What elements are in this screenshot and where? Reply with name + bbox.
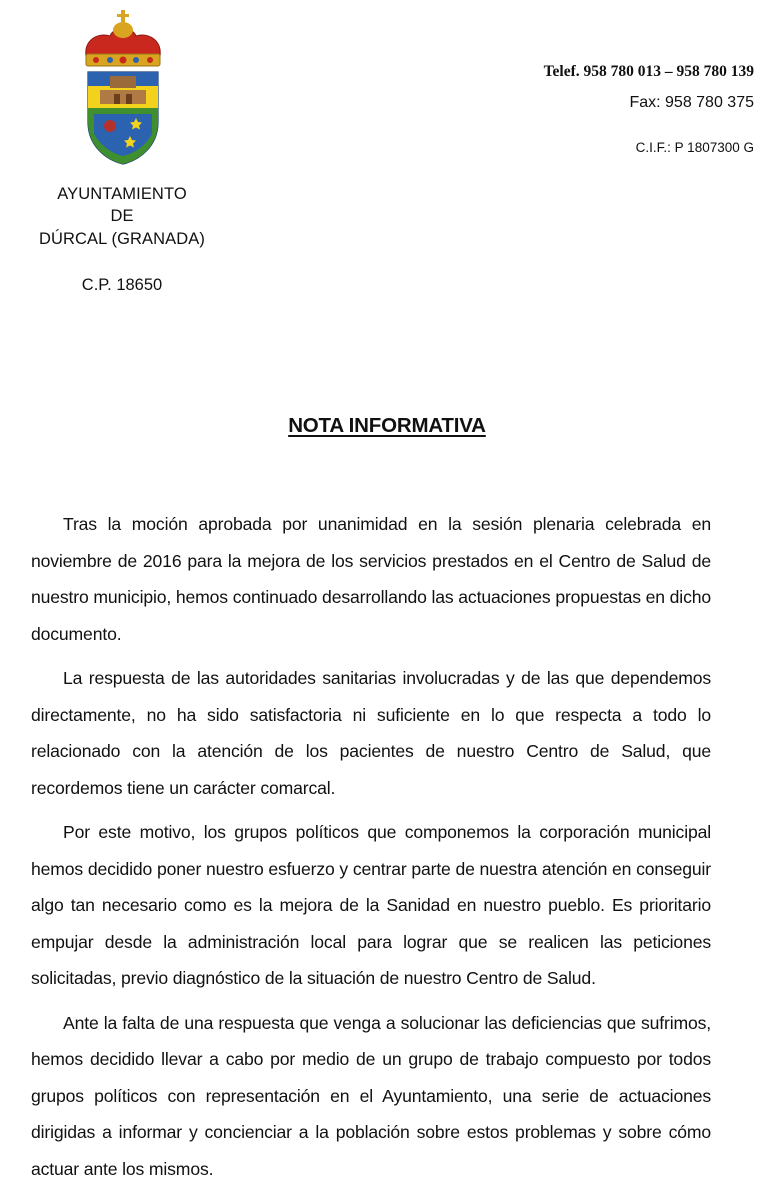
document-body xyxy=(31,506,711,1195)
organization-name-line-2: DE xyxy=(110,207,134,225)
tax-id: C.I.F.: P 1807300 G xyxy=(635,140,754,155)
paragraph: Ante la falta de una respuesta que venga a solucionar las deficiencias que sufrimos, hemos decidido llevar a cabo por medio de un grupo de trabajo compuesto por todos grupos políticos con representación en el Ayuntamiento, una serie de actuaciones dirigidas a informar y concienciar a la población sobre estos problemas y sobre cómo actuar ante los mismos. xyxy=(31,1012,711,1179)
paragraph: La respuesta de las autoridades sanitarias involucradas y de las que dependemos directamente, no ha sido satisfactoria ni suficiente en lo que respecta a todo lo relacionado con la atención de los pacientes de nuestro Centro de Salud, que recordemos tiene un carácter comarcal. xyxy=(31,668,711,798)
paragraph: Tras la moción aprobada por unanimidad en la sesión plenaria celebrada en noviembre de 2016 para la mejora de los servicios prestados en el Centro de Salud de nuestro municipio, hemos continuado desarrollando las actuaciones propuestas en dicho documento. xyxy=(31,514,711,644)
crown-icon xyxy=(86,10,160,66)
coat-of-arms-logo xyxy=(80,10,166,166)
document-title: NOTA INFORMATIVA xyxy=(288,414,486,437)
shield-icon xyxy=(88,72,158,164)
paragraph: Por este motivo, los grupos políticos que componemos la corporación municipal hemos decidido poner nuestro esfuerzo y centrar parte de nuestra atención en conseguir algo tan necesario como es la mejora de la Sanidad en nuestro pueblo. Es prioritario empujar desde la administración local para lograr que se realicen las peticiones solicitadas, previo diagnóstico de la situación de nuestro Centro de Salud. xyxy=(31,822,711,988)
fax-number: Fax: 958 780 375 xyxy=(629,94,754,111)
postal-code: C.P. 18650 xyxy=(81,276,163,294)
phone-numbers: Telef. 958 780 013 – 958 780 139 xyxy=(543,63,754,80)
organization-name-line-1: AYUNTAMIENTO xyxy=(57,185,187,203)
organization-name-line-3: DÚRCAL (GRANADA) xyxy=(38,230,205,248)
